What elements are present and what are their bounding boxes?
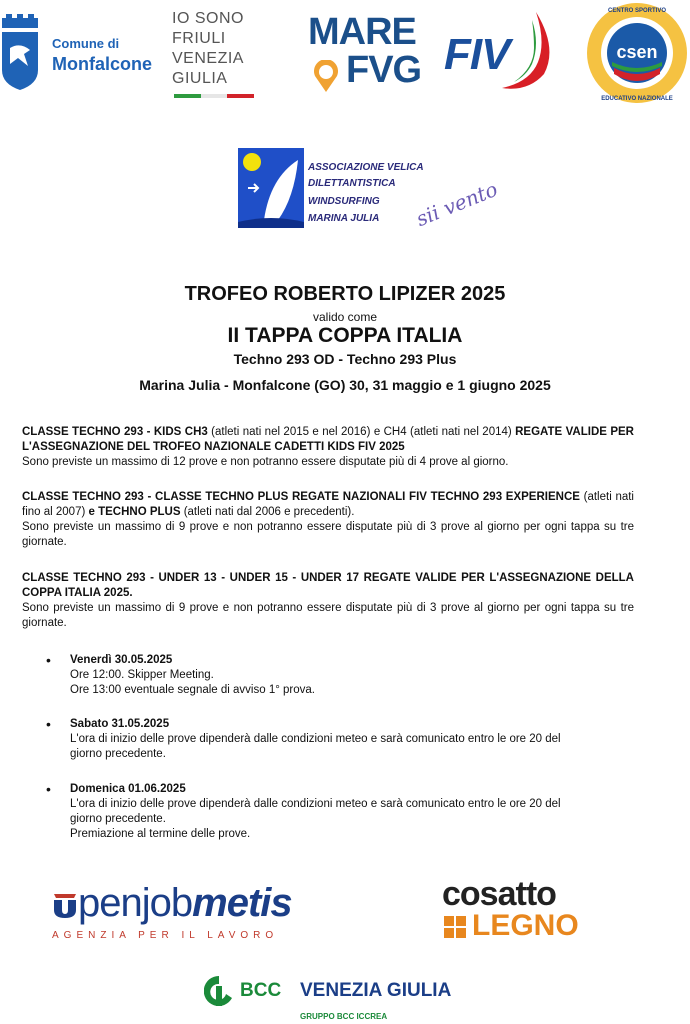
csen-top-arc: CENTRO SPORTIVO (607, 8, 667, 14)
csen-logo-icon (584, 0, 690, 106)
logo-comune-monfalcone (0, 10, 160, 100)
schedule-line: Premiazione al termine delle prove. (70, 828, 251, 840)
section-under (22, 571, 634, 631)
section-techno-plus (22, 490, 634, 550)
openjob-tagline: AGENZIA PER IL LAVORO (52, 930, 279, 941)
association-line-3: WINDSURFING (308, 196, 380, 207)
heading-part: CLASSE TECHNO 293 - CLASSE TECHNO PLUS REGATE NAZIONALI FIV TECHNO 293 EXPERIENCE (22, 491, 580, 503)
schedule-line: Ore 12:00. Skipper Meeting. (70, 669, 214, 681)
csen-bottom-arc: EDUCATIVO NAZIONALE (601, 96, 673, 102)
italian-flag-stripe (174, 94, 254, 98)
cosatto-wordmark: cosatto (442, 875, 556, 913)
heading-part: CLASSE TECHNO 293 - KIDS CH3 (22, 426, 208, 438)
heading-note: (atleti nati dal 2006 e precedenti). (180, 506, 355, 518)
heading-part: REGATE VALIDE PER L'ASSEGNAZIONE DEL TROFEO NAZIONALE CADETTI KIDS FIV 2025 (22, 426, 634, 453)
section-kids (22, 425, 634, 470)
association-line-2: DILETTANTISTICA (308, 178, 396, 189)
association-line-1: ASSOCIAZIONE VELICA (308, 162, 424, 173)
section-description: Sono previste un massimo di 9 prove e non potranno essere disputate più di 3 prove al giorno per ogni tappa su tre giornate. (22, 521, 634, 548)
logo-association (238, 148, 508, 248)
sponsor-bcc (204, 974, 494, 1024)
cosatto-sub: LEGNO (472, 909, 579, 942)
logo-fiv (444, 8, 554, 98)
openjob-part-1: penjob (78, 881, 193, 925)
bullet: • (46, 781, 51, 797)
section-heading (22, 490, 634, 520)
schedule-line: L'ora di inizio delle prove dipenderà dalle condizioni meteo e sarà comunicato entro le ore 20 del (70, 798, 561, 810)
sponsor-openjobmetis (50, 880, 350, 944)
section-description: Sono previste un massimo di 12 prove e non potranno essere disputate più di 4 prove al giorno. (22, 456, 509, 468)
event-subtitle: valido come (312, 310, 378, 324)
schedule-line: Ore 13:00 eventuale segnale di avviso 1° prova. (70, 684, 315, 696)
logo-io-sono-fvg (172, 10, 272, 100)
windsurf-sail-icon (238, 148, 304, 228)
schedule-line: giorno precedente. (70, 748, 166, 760)
csen-center-text: csen (616, 42, 658, 62)
monfalcone-crest-icon (0, 14, 40, 90)
comune-name: Monfalcone (52, 54, 153, 74)
schedule-day: Venerdì 30.05.2025 (70, 654, 173, 666)
openjob-part-2: metis (192, 881, 292, 925)
bullet: • (46, 652, 51, 668)
association-line-4: MARINA JULIA (308, 213, 380, 224)
event-classes: Techno 293 OD - Techno 293 Plus (233, 351, 457, 367)
fvg-word: FVG (346, 49, 422, 91)
section-heading: CLASSE TECHNO 293 - UNDER 13 - UNDER 15 - UNDER 17 REGATE VALIDE PER L'ASSEGNAZIONE DELLA COPPA ITALIA 2025. (22, 572, 634, 599)
event-venue: Marina Julia - Monfalcone (GO) 30, 31 maggio e 1 giugno 2025 (139, 377, 551, 393)
comune-label: Comune di (52, 36, 120, 51)
bcc-mark-icon (204, 974, 234, 1008)
bullet: • (46, 716, 51, 732)
logo-mare-fvg (308, 11, 422, 102)
heading-note: (atleti nati nel 2015 e nel 2016) e CH4 (atleti nati nel 2014) (207, 426, 516, 438)
event-title: TROFEO ROBERTO LIPIZER 2025 (184, 283, 506, 305)
association-motto: sii vento (412, 176, 501, 232)
bcc-group: GRUPPO BCC ICCREA (300, 1012, 388, 1021)
fvg-line-2: FRIULI (172, 30, 226, 47)
fiv-swoosh-icon (474, 8, 554, 98)
fvg-line-1: IO SONO (172, 10, 244, 27)
fiv-wordmark: FIV (444, 30, 510, 79)
location-pin-icon (312, 60, 340, 92)
fvg-line-3: VENEZIA (172, 50, 244, 67)
section-heading (22, 425, 634, 455)
bcc-name: BCC (240, 980, 282, 1001)
sponsor-cosatto (442, 876, 592, 946)
heading-part: e TECHNO PLUS (88, 506, 181, 518)
schedule-day: Sabato 31.05.2025 (70, 718, 170, 730)
heading-note: (atleti nati fino al 2007) (22, 491, 634, 518)
schedule-line: L'ora di inizio delle prove dipenderà dalle condizioni meteo e sarà comunicato entro le ore 20 del (70, 733, 561, 745)
mare-word: MARE (308, 11, 416, 53)
cosatto-grid-icon (444, 916, 466, 938)
event-stage: II TAPPA COPPA ITALIA (227, 324, 463, 347)
schedule-day: Domenica 01.06.2025 (70, 783, 186, 795)
fvg-line-4: GIULIA (172, 70, 228, 87)
openjob-wordmark (50, 880, 292, 926)
schedule-line: giorno precedente. (70, 813, 166, 825)
section-description: Sono previste un massimo di 9 prove e non potranno essere disputate più di 3 prove al giorno per ogni tappa su tre giornate. (22, 602, 634, 629)
bcc-region: VENEZIA GIULIA (300, 980, 452, 1001)
